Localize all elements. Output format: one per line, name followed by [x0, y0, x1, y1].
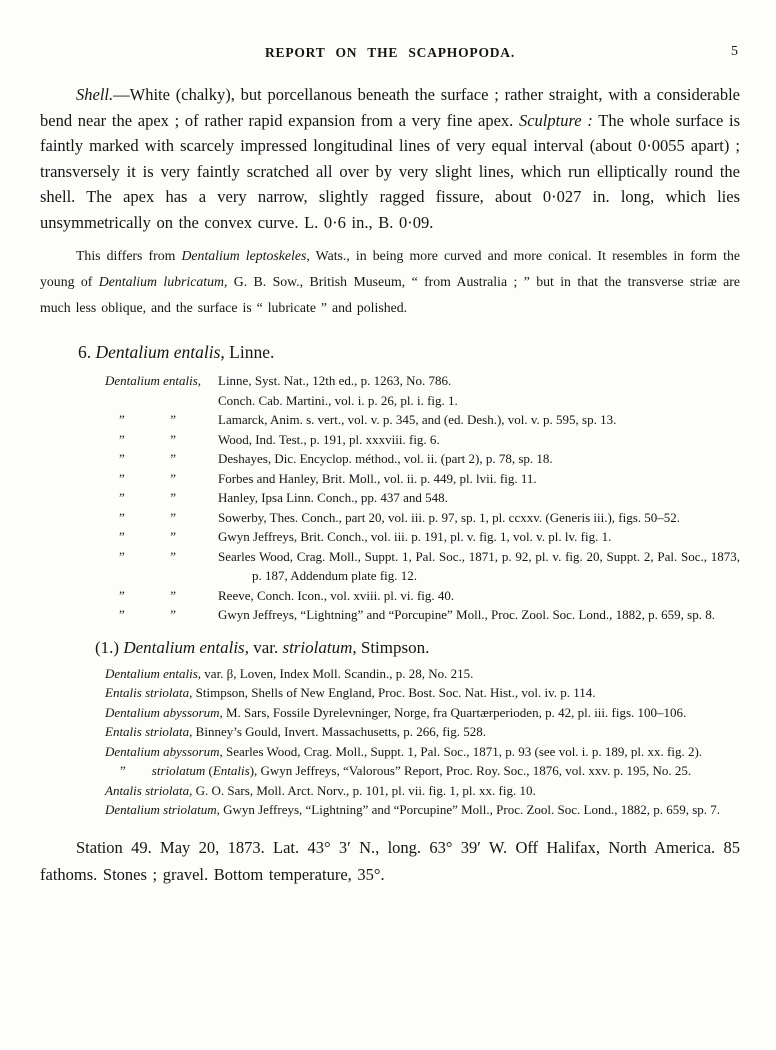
page-header — [40, 44, 740, 62]
variety-species-name: Dentalium entalis — [123, 637, 245, 657]
synonym-reference: , G. O. Sars, Moll. Arct. Norv., p. 101, pl. vii. fig. 1, pl. xx. fig. 10. — [189, 782, 536, 798]
species-author: , Linne. — [220, 342, 275, 362]
variety-number: (1.) — [95, 637, 120, 657]
variety-heading-striolatum — [95, 637, 740, 658]
synonymy-entry — [105, 664, 740, 684]
station-record-paragraph: Station 49. May 20, 1873. Lat. 43° 3′ N., long. 63° 39′ W. Off Halifax, North America. 85 fathoms. Stones ; gravel. Bottom temperature, 35°. — [40, 837, 740, 884]
synonym-reference: Forbes and Hanley, Brit. Moll., vol. ii. p. 449, pl. lvii. fig. 11. — [218, 470, 537, 486]
synonym-name: Dentalium abyssorum — [105, 743, 220, 759]
ditto-marks — [105, 508, 218, 528]
ditto-mark: ” — [119, 490, 125, 505]
synonym-reference: Gwyn Jeffreys, “Lightning” and “Porcupine” Moll., Proc. Zool. Soc. Lond., 1882, p. 659, sp. 8. — [218, 607, 715, 622]
ditto-marks — [105, 547, 218, 586]
synonymy-entry — [105, 469, 740, 489]
ditto-mark: ” — [170, 412, 176, 427]
synonym-name: Antalis striolata — [105, 782, 190, 798]
synonym-name — [105, 391, 218, 411]
synonymy-entry — [105, 527, 740, 547]
ditto-marks — [105, 605, 218, 625]
synonym-reference: ( — [205, 763, 213, 778]
synonym-reference: Hanley, Ipsa Linn. Conch., pp. 437 and 548. — [218, 490, 448, 505]
ditto-marks — [105, 586, 218, 606]
ditto-marks — [105, 469, 218, 489]
ditto-mark: ” — [119, 548, 125, 564]
synonym-reference: Searles Wood, Crag. Moll., Suppt. 1, Pal. Soc., 1871, p. 92, pl. v. fig. 20, Suppt. 2, Pal. Soc., 1873, p. 187, Addendum plate fig. 12. — [218, 548, 740, 583]
synonym-reference: Wood, Ind. Test., p. 191, pl. xxxviii. fig. 6. — [218, 431, 440, 447]
remarks-text-3: , G. B. Sow., British Museum, “ from Australia ; ” but in that the transverse striæ are much less oblique, and the surface is “ lubricate ” and polished. — [40, 274, 740, 315]
remarks-text-2: , Wats., in being more curved and more conical. It resembles in form the young of — [40, 248, 740, 289]
synonym-reference: , var. β, Loven, Index Moll. Scandin., p. 28, No. 215. — [197, 665, 474, 681]
ditto-marks — [105, 527, 218, 547]
synonym-name: Dentalium striolatum — [105, 802, 217, 817]
synonym-reference: Reeve, Conch. Icon., vol. xviii. pl. vi. fig. 40. — [218, 587, 455, 603]
synonym-reference: , Stimpson, Shells of New England, Proc. Bost. Soc. Nat. Hist., vol. iv. p. 114. — [189, 685, 596, 700]
synonym-reference: Lamarck, Anim. s. vert., vol. v. p. 345, and (ed. Desh.), vol. v. p. 595, sp. 13. — [218, 412, 617, 427]
synonymy-entry — [105, 683, 740, 703]
synonymy-entry — [105, 781, 740, 801]
shell-text-2: The whole surface is faintly marked with scarcely impressed longitudinal lines of very equal interval (about 0·0055 apart) ; transversely it is very faintly scratched all over by very slight lines, which run elliptically round the shell. The apex has a very narrow, slightly ragged fissure, about 0·027 in. long, which lies unsymmetrically on the convex curve. L. 0·6 in., B. 0·09. — [40, 110, 740, 232]
species-heading-entalis — [78, 341, 740, 363]
synonym-name: striolatum — [151, 763, 206, 778]
species-number: 6. — [78, 342, 92, 362]
ditto-mark: ” — [170, 509, 176, 525]
ditto-mark: ” — [170, 490, 176, 505]
synonym-reference: , Binney’s Gould, Invert. Massachusetts, p. 266, fig. 528. — [189, 724, 486, 739]
species-name-lubricatum: Dentalium lubricatum — [98, 274, 224, 289]
synonym-reference: Sowerby, Thes. Conch., part 20, vol. iii. p. 97, sp. 1, pl. ccxxv. (Generis iii.), figs. 50–52. — [218, 509, 681, 525]
synonymy-entry — [105, 547, 740, 586]
variety-mid: , var. — [244, 637, 283, 657]
synonymy-entry — [105, 391, 740, 411]
synonym-name: Dentalium abyssorum — [105, 704, 220, 720]
synonym-genus: Entalis — [212, 763, 250, 778]
synonymy-entry — [105, 508, 740, 528]
synonym-name: Entalis striolata — [105, 685, 190, 700]
synonymy-entry — [105, 800, 740, 820]
species-name: Dentalium entalis — [95, 342, 221, 362]
synonymy-entry — [105, 605, 740, 625]
synonym-name: Dentalium entalis — [105, 665, 198, 681]
ditto-mark: ” — [119, 451, 125, 466]
ditto-mark: ” — [119, 412, 125, 427]
ditto-mark: ” — [170, 548, 176, 564]
synonym-reference: , M. Sars, Fossile Dyrelevninger, Norge, fra Quartærperioden, p. 42, pl. iii. figs. 100–106. — [219, 704, 687, 720]
synonymy-entry — [105, 703, 740, 723]
page-number: 5 — [731, 44, 738, 59]
synonym-name: Entalis striolata — [105, 724, 190, 739]
variety-name: striolatum — [282, 637, 353, 657]
shell-label: Shell. — [76, 85, 114, 104]
synonymy-entry — [105, 430, 740, 450]
ditto-mark: ” — [170, 607, 176, 622]
synonymy-list-striolatum — [105, 664, 740, 820]
synonym-reference: Linne, Syst. Nat., 12th ed., p. 1263, No. 786. — [218, 373, 452, 388]
shell-description-paragraph — [40, 82, 740, 235]
synonymy-list-entalis — [105, 371, 740, 625]
synonymy-entry — [105, 742, 740, 762]
synonymy-entry — [105, 722, 740, 742]
shell-text-1: —White (chalky), but porcellanous beneath the surface ; rather straight, with a considerable bend near the apex ; of rather rapid expansion from a very fine apex. — [40, 85, 740, 130]
synonym-reference: , Searles Wood, Crag. Moll., Suppt. 1, Pal. Soc., 1871, p. 93 (see vol. i. p. 189, pl. xx. fig. 2). — [219, 743, 703, 759]
ditto-mark: ” — [119, 509, 125, 525]
synonym-name: Dentalium entalis, — [105, 373, 202, 388]
running-title: REPORT ON THE SCAPHOPODA. — [264, 45, 516, 60]
ditto-mark: ” — [170, 470, 176, 486]
ditto-marks — [105, 410, 218, 430]
synonymy-entry — [105, 371, 740, 391]
synonym-reference: , Gwyn Jeffreys, “Lightning” and “Porcupine” Moll., Proc. Zool. Soc. Lond., 1882, p. 659, sp. 7. — [216, 802, 721, 817]
synonymy-entry — [105, 586, 740, 606]
variety-author: , Stimpson. — [352, 637, 430, 657]
synonymy-entry — [105, 761, 740, 781]
ditto-marks — [105, 488, 218, 508]
ditto-mark: ” — [119, 431, 125, 447]
synonym-reference: Conch. Cab. Martini., vol. i. p. 26, pl. i. fig. 1. — [218, 392, 458, 408]
ditto-mark: ” — [170, 451, 176, 466]
synonymy-entry — [105, 488, 740, 508]
ditto-mark: ” — [170, 431, 176, 447]
ditto-mark: ” — [119, 470, 125, 486]
remarks-paragraph — [40, 243, 740, 321]
ditto-mark: ” — [170, 587, 176, 603]
ditto-mark: ” — [120, 763, 126, 778]
synonym-reference: Deshayes, Dic. Encyclop. méthod., vol. ii. (part 2), p. 78, sp. 18. — [218, 451, 553, 466]
ditto-marks — [105, 430, 218, 450]
synonym-reference: ), Gwyn Jeffreys, “Valorous” Report, Proc. Roy. Soc., 1876, vol. xxv. p. 195, No. 25. — [249, 763, 692, 778]
ditto-marks — [105, 449, 218, 469]
ditto-mark: ” — [119, 607, 125, 622]
sculpture-label: Sculpture : — [518, 110, 593, 130]
synonymy-entry — [105, 410, 740, 430]
ditto-mark: ” — [119, 529, 125, 544]
remarks-text-1: This differs from — [76, 248, 182, 263]
synonym-reference: Gwyn Jeffreys, Brit. Conch., vol. iii. p. 191, pl. v. fig. 1, vol. v. pl. lv. fig. 1. — [218, 529, 612, 544]
synonymy-entry — [105, 449, 740, 469]
ditto-mark: ” — [170, 529, 176, 544]
species-name-leptoskeles: Dentalium leptoskeles — [181, 248, 307, 263]
ditto-mark: ” — [119, 587, 125, 603]
